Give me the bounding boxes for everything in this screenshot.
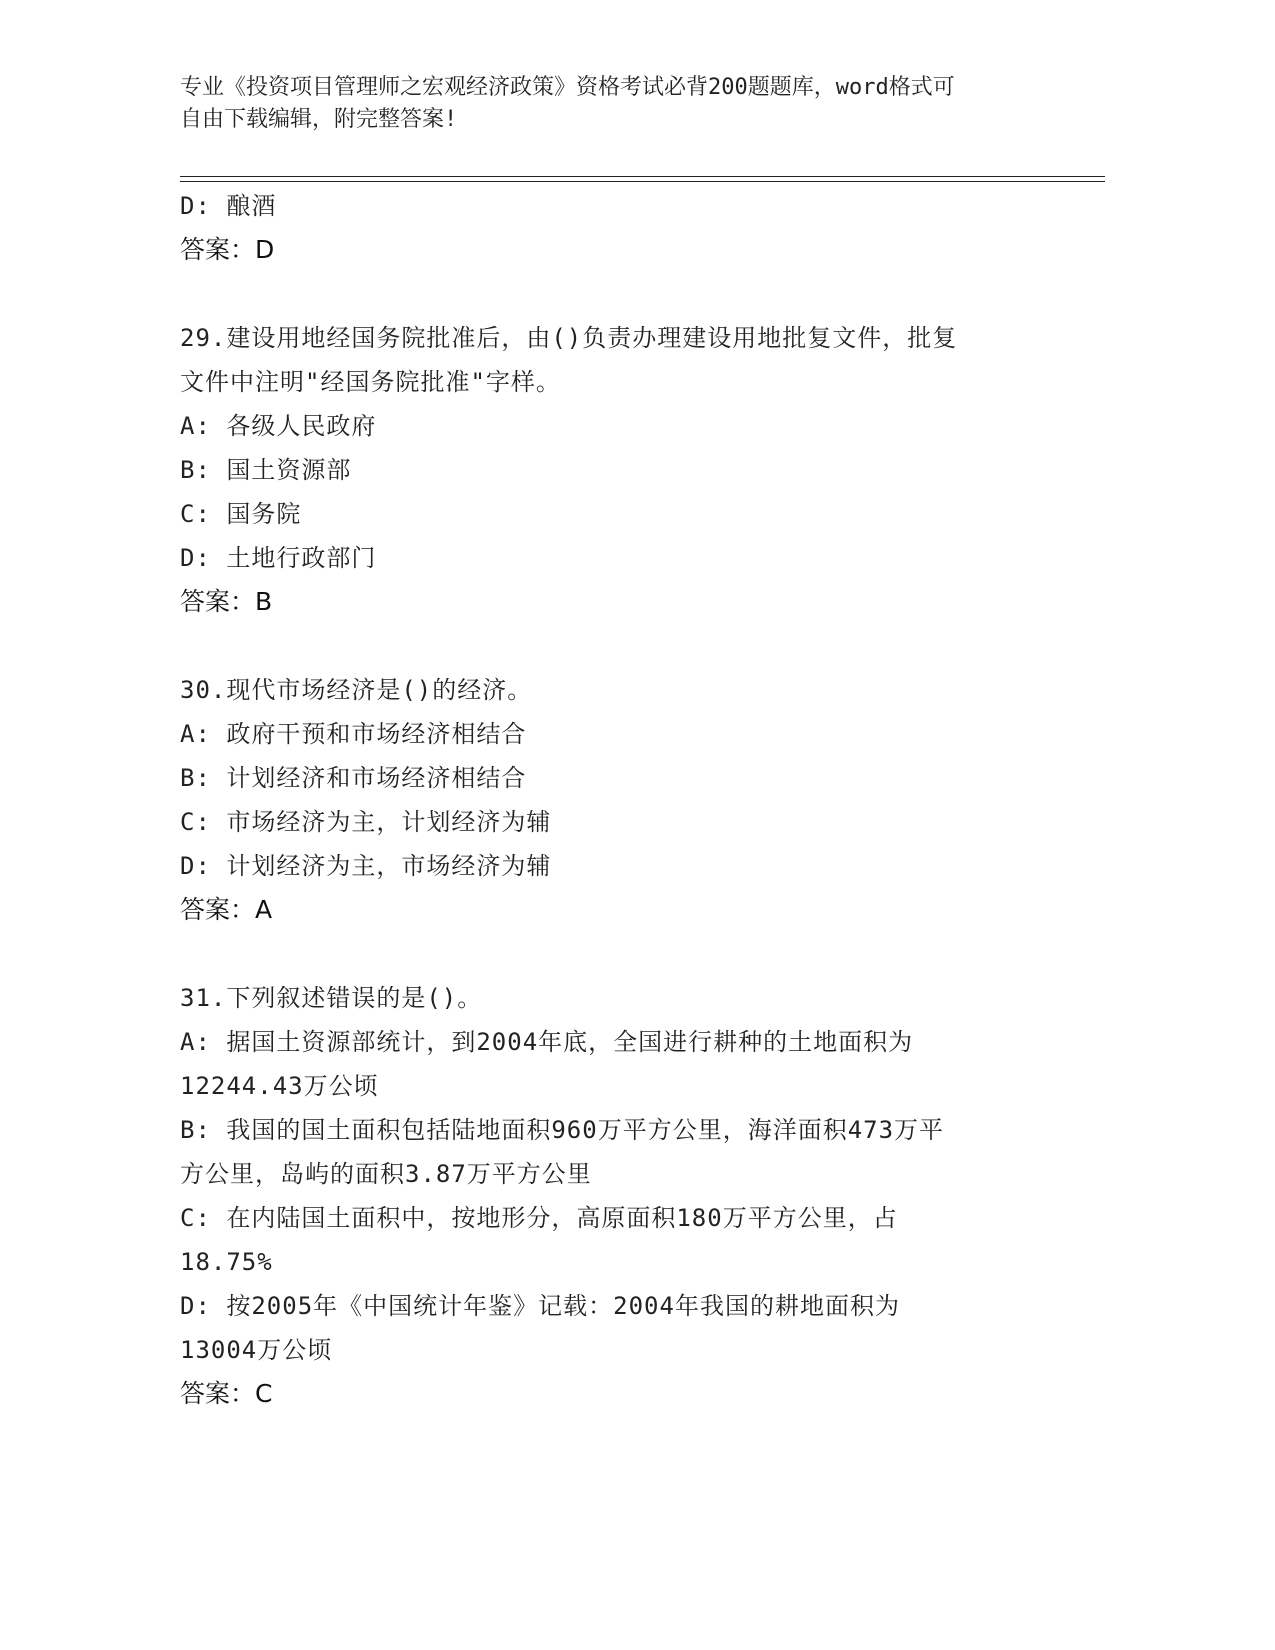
answer-line: 答案：D: [180, 235, 275, 264]
question-stem-line: 文件中注明"经国务院批准"字样。: [180, 368, 561, 396]
option-a-continued: 12244.43万公顷: [180, 1072, 379, 1100]
header-divider-top: [180, 176, 1105, 177]
question-stem-line: 29.建设用地经国务院批准后，由()负责办理建设用地批复文件，批复: [180, 324, 958, 352]
question-stem-line: 31.下列叙述错误的是()。: [180, 984, 483, 1012]
question-list: [180, 184, 1060, 1416]
header-line-2: 自由下载编辑，附完整答案!: [180, 107, 458, 132]
option-d: D: 土地行政部门: [180, 544, 377, 572]
answer-line: 答案：A: [180, 895, 273, 924]
option-a: A: 政府干预和市场经济相结合: [180, 720, 527, 748]
option-c: C: 在内陆国土面积中，按地形分，高原面积180万平方公里，占: [180, 1204, 898, 1232]
option-d: D: 按2005年《中国统计年鉴》记载：2004年我国的耕地面积为: [180, 1292, 900, 1320]
question-29: [180, 316, 1060, 624]
question-31: [180, 976, 1060, 1416]
question-28-tail: [180, 184, 1060, 272]
header-line-1: 专业《投资项目管理师之宏观经济政策》资格考试必背200题题库，word格式可: [180, 75, 955, 100]
answer-line: 答案：B: [180, 587, 273, 616]
option-b: B: 我国的国土面积包括陆地面积960万平方公里，海洋面积473万平: [180, 1116, 945, 1144]
document-header: [180, 72, 1060, 136]
option-b: B: 国土资源部: [180, 456, 352, 484]
option-d: D: 酿酒: [180, 192, 277, 220]
answer-line: 答案：C: [180, 1379, 273, 1408]
option-c: C: 国务院: [180, 500, 302, 528]
option-c-continued: 18.75%: [180, 1248, 273, 1276]
option-c: C: 市场经济为主，计划经济为辅: [180, 808, 552, 836]
option-b-continued: 方公里，岛屿的面积3.87万平方公里: [180, 1160, 592, 1188]
question-30: [180, 668, 1060, 932]
option-a: A: 据国土资源部统计，到2004年底，全国进行耕种的土地面积为: [180, 1028, 914, 1056]
header-divider-bottom: [180, 181, 1105, 182]
option-b: B: 计划经济和市场经济相结合: [180, 764, 527, 792]
question-stem-line: 30.现代市场经济是()的经济。: [180, 676, 533, 704]
option-d: D: 计划经济为主，市场经济为辅: [180, 852, 552, 880]
option-a: A: 各级人民政府: [180, 412, 377, 440]
option-d-continued: 13004万公顷: [180, 1336, 333, 1364]
